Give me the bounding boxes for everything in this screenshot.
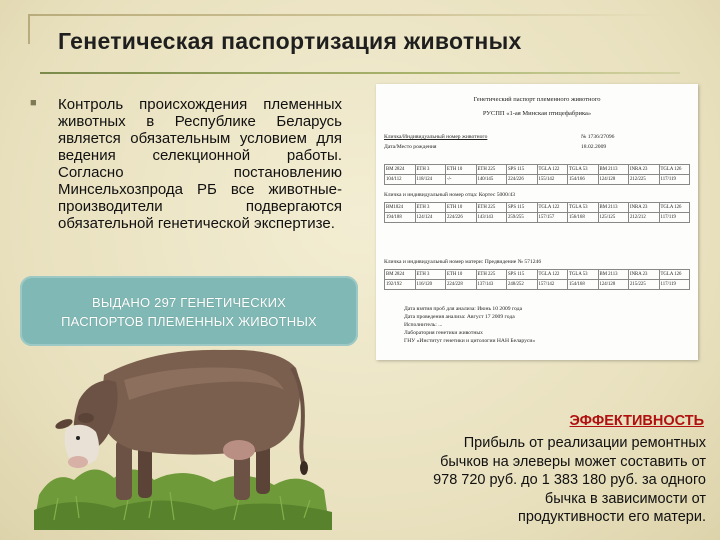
highlight-line-2: ПАСПОРТОВ ПЛЕМЕННЫХ ЖИВОТНЫХ	[61, 314, 317, 329]
passport-table-sire	[384, 202, 690, 223]
effectiveness-heading: ЭФФЕКТИВНОСТЬ	[569, 413, 704, 429]
table-cell: TGLA 122	[537, 270, 568, 280]
passport-animal-date: 18.02.2009	[581, 144, 607, 150]
passport-footer-1: Дата взятия проб для анализа: Июнь 10 2009 года	[404, 306, 523, 312]
table-cell: ETH 3	[415, 165, 446, 175]
table-cell: ETH 3	[415, 203, 446, 213]
table-cell: 154/168	[568, 280, 599, 290]
table-cell: 124/128	[598, 280, 629, 290]
table-cell: 224/226	[446, 213, 477, 223]
table-cell: TGLA 126	[659, 270, 690, 280]
genetic-passport-document	[376, 84, 698, 360]
table-cell: 212/212	[629, 213, 660, 223]
table-cell: ETH 10	[446, 165, 477, 175]
table-cell: TGLA 126	[659, 165, 690, 175]
table-cell: 224/228	[446, 280, 477, 290]
table-cell: BM 2824	[385, 165, 416, 175]
body-paragraph: Контроль происхождения племенных животных в Республике Беларусь является обязательным условием для ведения селекционной работы. Согласно постановлению Минсельхозпрода РБ все животные-производители подвергаются обязательной генетической экспертизе.	[58, 96, 342, 232]
table-cell: INRA 23	[629, 203, 660, 213]
table-cell: 137/143	[476, 280, 507, 290]
table-cell: SPS 115	[507, 165, 538, 175]
table-cell: BM 2113	[598, 165, 629, 175]
title-underline	[40, 72, 680, 74]
table-cell: 140/145	[476, 175, 507, 185]
left-decorative-rule	[28, 14, 30, 44]
passport-subheading: РУСПП «1-ая Минская птицефабрика»	[482, 110, 592, 117]
top-decorative-rule	[28, 14, 668, 16]
table-cell: 125/125	[598, 213, 629, 223]
table-cell: 143/143	[476, 213, 507, 223]
table-cell: 154/166	[568, 175, 599, 185]
table-cell: SPS 115	[507, 270, 538, 280]
table-cell: SPS 115	[507, 203, 538, 213]
table-cell: BM 2113	[598, 203, 629, 213]
table-cell: BM 2824	[385, 270, 416, 280]
table-cell: 192/192	[385, 280, 416, 290]
effectiveness-line: 978 720 руб. до 1 383 180 руб. за одного	[433, 472, 706, 488]
table-cell: 212/225	[629, 175, 660, 185]
table-cell: 124/124	[415, 213, 446, 223]
passport-animal-label-1: Кличка/Индивидуальный номер животного	[384, 134, 488, 140]
table-cell: 224/226	[507, 175, 538, 185]
table-row	[385, 175, 690, 185]
table-cell: TGLA 122	[537, 165, 568, 175]
passport-animal-label-2: Дата/Место рождения	[384, 144, 437, 150]
effectiveness-line: бычков на элеверы может составить от	[440, 453, 706, 470]
table-cell: TGLA 53	[568, 270, 599, 280]
table-cell: 116/120	[415, 280, 446, 290]
table-cell: 117/119	[659, 175, 690, 185]
table-row	[385, 270, 690, 280]
table-row	[385, 280, 690, 290]
table-cell: ETH 225	[476, 203, 507, 213]
effectiveness-line: Прибыль от реализации ремонтных	[463, 435, 706, 451]
table-cell: 104/112	[385, 175, 416, 185]
passport-dam-label: Кличка и индивидуальный номер матери: Предвидение № 571246	[384, 259, 542, 265]
cow-image	[34, 320, 334, 530]
table-cell: TGLA 122	[537, 203, 568, 213]
passport-footer-4: Лаборатория генетики животных	[404, 330, 483, 336]
table-cell: 155/142	[537, 175, 568, 185]
passport-footer-5: ГНУ «Институт генетики и цитологии НАН Беларуси»	[404, 338, 536, 344]
table-cell: 259/255	[507, 213, 538, 223]
table-cell: 124/128	[598, 175, 629, 185]
table-cell: TGLA 53	[568, 203, 599, 213]
table-row	[385, 165, 690, 175]
effectiveness-line: продуктивности его матери.	[518, 509, 706, 525]
table-cell: ETH 225	[476, 165, 507, 175]
table-cell: 156/168	[568, 213, 599, 223]
table-cell: 157/142	[537, 280, 568, 290]
table-row	[385, 203, 690, 213]
passport-heading: Генетический паспорт племенного животного	[473, 96, 601, 103]
table-cell: INRA 23	[629, 165, 660, 175]
table-cell: ETH 10	[446, 203, 477, 213]
effectiveness-line: бычка в зависимости от	[544, 490, 706, 507]
table-cell: ETH 10	[446, 270, 477, 280]
effectiveness-text	[316, 434, 706, 527]
table-cell: BM1824	[385, 203, 416, 213]
passport-animal-id: № 1736/27096	[581, 134, 615, 140]
table-cell: TGLA 126	[659, 203, 690, 213]
table-cell: ETH 3	[415, 270, 446, 280]
table-cell: 248/252	[507, 280, 538, 290]
passport-footer-2: Дата проведения анализа: Август 17 2009 года	[404, 314, 515, 320]
square-bullet-icon: ■	[30, 97, 37, 109]
slide-title: Генетическая паспортизация животных	[58, 28, 522, 54]
passport-footer-3: Исполнитель: ...	[404, 322, 443, 328]
passport-sire-label: Кличка и индивидуальный номер отца: Кортес 5000/43	[384, 192, 516, 198]
passport-table-animal	[384, 164, 690, 185]
table-cell: BM 2113	[598, 270, 629, 280]
table-cell: TGLA 53	[568, 165, 599, 175]
table-cell: 194/188	[385, 213, 416, 223]
highlight-line-1: ВЫДАНО 297 ГЕНЕТИЧЕСКИХ	[91, 295, 287, 310]
passport-table-dam	[384, 269, 690, 290]
table-cell: ETH 225	[476, 270, 507, 280]
table-cell: 118/124	[415, 175, 446, 185]
table-cell: 157/157	[537, 213, 568, 223]
table-cell: 215/225	[629, 280, 660, 290]
table-cell: INRA 23	[629, 270, 660, 280]
table-cell: 117/119	[659, 213, 690, 223]
table-cell: 117/119	[659, 280, 690, 290]
table-row	[385, 213, 690, 223]
table-cell: -/-	[446, 175, 477, 185]
